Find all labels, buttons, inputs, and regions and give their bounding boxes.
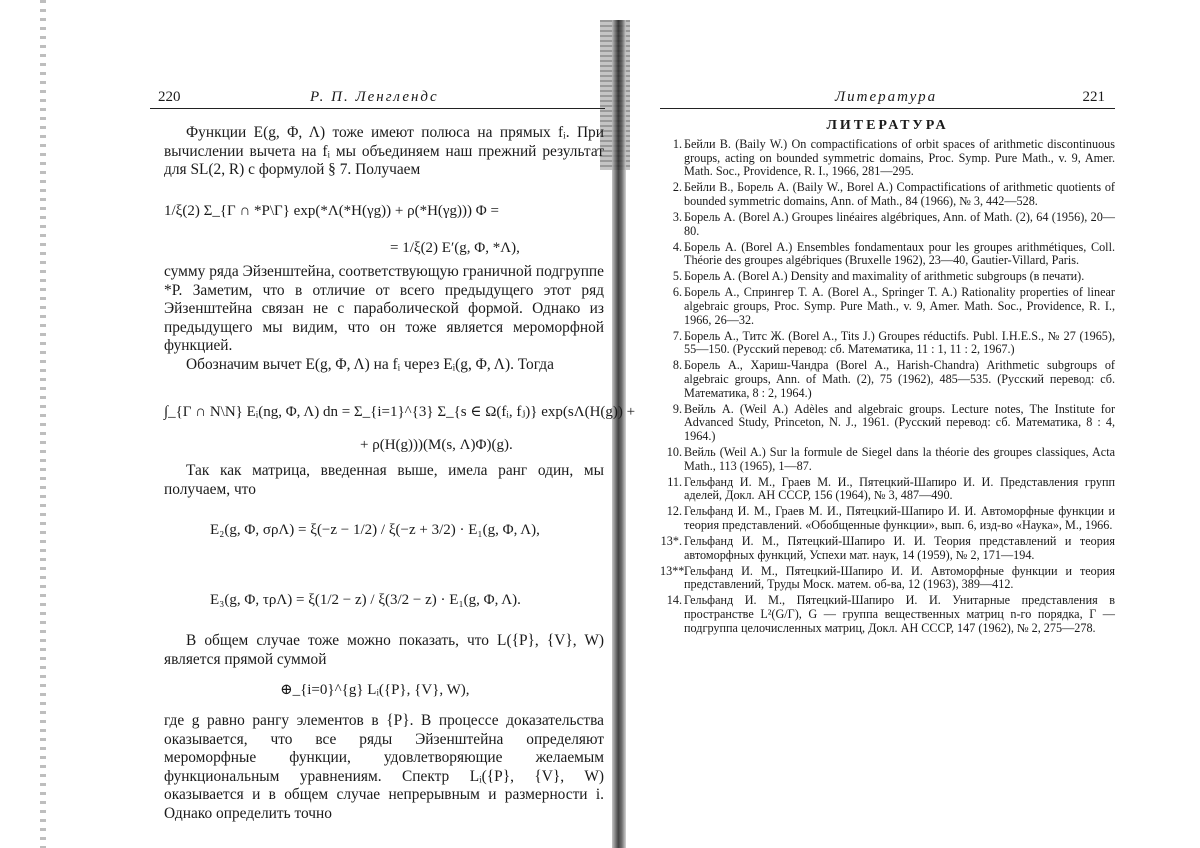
- reference-item: [660, 565, 1115, 592]
- book-gutter: [612, 20, 626, 848]
- reference-number: 4.: [672, 239, 682, 254]
- reference-text: Борель А., Спрингер Т. А. (Borel A., Springer T. A.) Rationality properties of linear algebraic groups, Proc. Symp. Pure Math., v. 9, Amer. Math. Soc., Providence, R. I., 1966, 26—32.: [684, 285, 1115, 327]
- reference-number: 2.: [672, 180, 682, 195]
- paragraph-4: Так как матрица, введенная выше, имела ранг один, мы получаем, что: [164, 462, 604, 498]
- reference-number: 12.: [666, 504, 682, 519]
- reference-number: 1.: [672, 137, 682, 151]
- running-header-left: [150, 86, 605, 109]
- reference-item: [660, 535, 1115, 562]
- reference-text: Борель А. (Borel A.) Ensembles fondamentaux pour les groupes arithmétiques, Coll. Théorie des groupes algébriques (Bruxelle 1962), 23—40, Gautier-Villard, Paris.: [684, 239, 1115, 268]
- formula-4: E₃(g, Φ, τρΛ) = ξ(1/2 − z) / ξ(3/2 − z) · E₁(g, Φ, Λ).: [210, 592, 521, 608]
- page-number: 220: [158, 89, 181, 105]
- reference-item: [660, 359, 1115, 400]
- reference-item: [660, 505, 1115, 532]
- left-page: [150, 0, 636, 848]
- reference-text: Борель А. (Borel A.) Density and maximality of arithmetic subgroups (в печати).: [684, 269, 1085, 284]
- reference-number: 13*.: [660, 534, 682, 549]
- paragraph-3: Обозначим вычет E(g, Φ, Λ) на fᵢ через Eᵢ(g, Φ, Λ). Тогда: [186, 356, 554, 373]
- page-number: 221: [1082, 89, 1105, 105]
- running-title: Р. П. Ленглендс: [310, 89, 439, 105]
- reference-item: [660, 181, 1115, 208]
- reference-text: Борель А. (Borel A.) Groupes linéaires algébriques, Ann. of Math. (2), 64 (1956), 20—80.: [684, 209, 1115, 238]
- paragraph-2: сумму ряда Эйзенштейна, соответствующую граничной подгруппе *P. Заметим, что в отличие от всего предыдущего этот ряд Эйзенштейна связан не с параболической формой. Однако из предыдущего мы видим, что он тоже является мероморфной функцией.: [164, 263, 604, 355]
- reference-text: Гельфанд И. М., Пятецкий-Шапиро И. И. Автоморфные функции и теория представлений, Труды Моск. матем. об-ва, 12 (1963), 389—412.: [684, 563, 1115, 592]
- reference-item: [660, 286, 1115, 327]
- reference-number: 5.: [672, 269, 682, 284]
- reference-text: Бейли В. (Baily W.) On compactifications of orbit spaces of arithmetic discontinuous groups, acting on bounded symmetric domains, Proc. Symp. Pure Math., v. 9, Amer. Math. Soc., Providence, R. I., 1966, 281—295.: [684, 137, 1115, 179]
- reference-item: [660, 476, 1115, 503]
- paragraph-5: В общем случае тоже можно показать, что L({P}, {V}, W) является прямой суммой: [164, 632, 604, 668]
- reference-number: 7.: [672, 328, 682, 343]
- reference-item: [660, 211, 1115, 238]
- running-title: Литература: [835, 89, 938, 105]
- reference-item: [660, 270, 1115, 284]
- formula-2-line-1: ∫_{Γ ∩ N\N} Eᵢ(ng, Φ, Λ) dn = Σ_{i=1}^{3} Σ_{s ∈ Ω(fᵢ, fⱼ)} exp(sΛ(H(g)) +: [164, 404, 636, 420]
- reference-text: Вейль (Weil A.) Sur la formule de Siegel dans la théorie des groupes classiques, Acta Math., 113 (1965), 1—87.: [684, 444, 1115, 473]
- reference-number: 13**.: [660, 563, 688, 578]
- reference-list: [660, 138, 1115, 638]
- reference-number: 14.: [666, 593, 682, 608]
- reference-number: 10.: [666, 444, 682, 459]
- reference-number: 9.: [672, 401, 682, 416]
- formula-3: E₂(g, Φ, σρΛ) = ξ(−z − 1/2) / ξ(−z + 3/2) · E₁(g, Φ, Λ),: [210, 522, 540, 538]
- running-header-right: [660, 86, 1115, 109]
- reference-text: Гельфанд И. М., Граев М. И., Пятецкий-Шапиро И. И. Представления групп аделей, Докл. АН СССР, 156 (1964), № 3, 487—490.: [684, 474, 1115, 503]
- reference-text: Борель А., Титс Ж. (Borel A., Tits J.) Groupes réductifs. Publ. I.H.E.S., № 27 (1965), 55—150. (Русский перевод: сб. Математика, 11 : 1, 11 : 2, 1967.): [684, 328, 1115, 357]
- reference-text: Вейль А. (Weil A.) Adèles and algebraic groups. Lecture notes, The Institute for Advanced Study, Princeton, N. J., 1961. (Русский перевод: сб. Математика, 8 : 4, 1964.): [684, 401, 1115, 443]
- reference-item: [660, 403, 1115, 444]
- reference-item: [660, 138, 1115, 179]
- reference-number: 6.: [672, 285, 682, 300]
- reference-item: [660, 330, 1115, 357]
- reference-item: [660, 446, 1115, 473]
- scan-edge: [40, 0, 46, 848]
- formula-1-rhs: = 1/ξ(2) E′(g, Φ, *Λ),: [390, 240, 520, 256]
- paragraph-6: где g равно рангу элементов в {P}. В процессе доказательства оказывается, что все ряды Эйзенштейна определяют мероморфные функции, удовлетворяющие желаемым функциональным уравнениям. Спектр Lᵢ({P}, {V}, W) оказывается и в общем случае непрерывным и размерности i. Однако определить точно: [164, 712, 604, 822]
- reference-item: [660, 594, 1115, 635]
- reference-number: 8.: [672, 358, 682, 373]
- formula-5: ⊕_{i=0}^{g} Lᵢ({P}, {V}, W),: [280, 682, 470, 698]
- reference-text: Бейли В., Борель А. (Baily W., Borel A.) Compactifications of arithmetic quotients of bounded symmetric domains, Ann. of Math., 84 (1966), № 3, 442—528.: [684, 180, 1115, 208]
- reference-text: Гельфанд И. М., Пятецкий-Шапиро И. И. Унитарные представления в пространстве L²(G/Γ), G — группа вещественных матриц n-го порядка, Γ — подгруппа целочисленных матриц, Докл. АН СССР, 147 (1962), № 2, 275—278.: [684, 593, 1115, 635]
- reference-text: Гельфанд И. М., Пятецкий-Шапиро И. И. Теория представлений и теория автоморфных функций, Успехи мат. наук, 14 (1959), № 2, 171—194.: [684, 534, 1115, 562]
- formula-2-line-2: + ρ(H(g)))(M(s, Λ)Φ)(g).: [360, 437, 513, 453]
- reference-text: Борель А., Хариш-Чандра (Borel A., Harish-Chandra) Arithmetic subgroups of algebraic groups, Ann. of Math. (2), 75 (1962), 485—535. (Русский перевод: сб. Математика, 8 : 2, 1964.): [684, 358, 1115, 400]
- reference-text: Гельфанд И. М., Граев М. И., Пятецкий-Шапиро И. И. Автоморфные функции и теория представлений. «Обобщенные функции», вып. 6, изд-во «Наука», М., 1966.: [684, 504, 1115, 532]
- reference-item: [660, 241, 1115, 268]
- right-page: [660, 0, 1115, 848]
- paragraph-1: Функции E(g, Φ, Λ) тоже имеют полюса на прямых fᵢ. При вычислении вычета на fᵢ мы объединяем наш прежний результат для SL(2, R) с формулой § 7. Получаем: [164, 124, 604, 179]
- reference-number: 3.: [672, 209, 682, 224]
- formula-1-lhs: 1/ξ(2) Σ_{Γ ∩ *P\Γ} exp(*Λ(*H(γg)) + ρ(*H(γg))) Φ =: [164, 203, 499, 219]
- section-heading: ЛИТЕРАТУРА: [826, 118, 949, 133]
- reference-number: 11.: [667, 474, 682, 489]
